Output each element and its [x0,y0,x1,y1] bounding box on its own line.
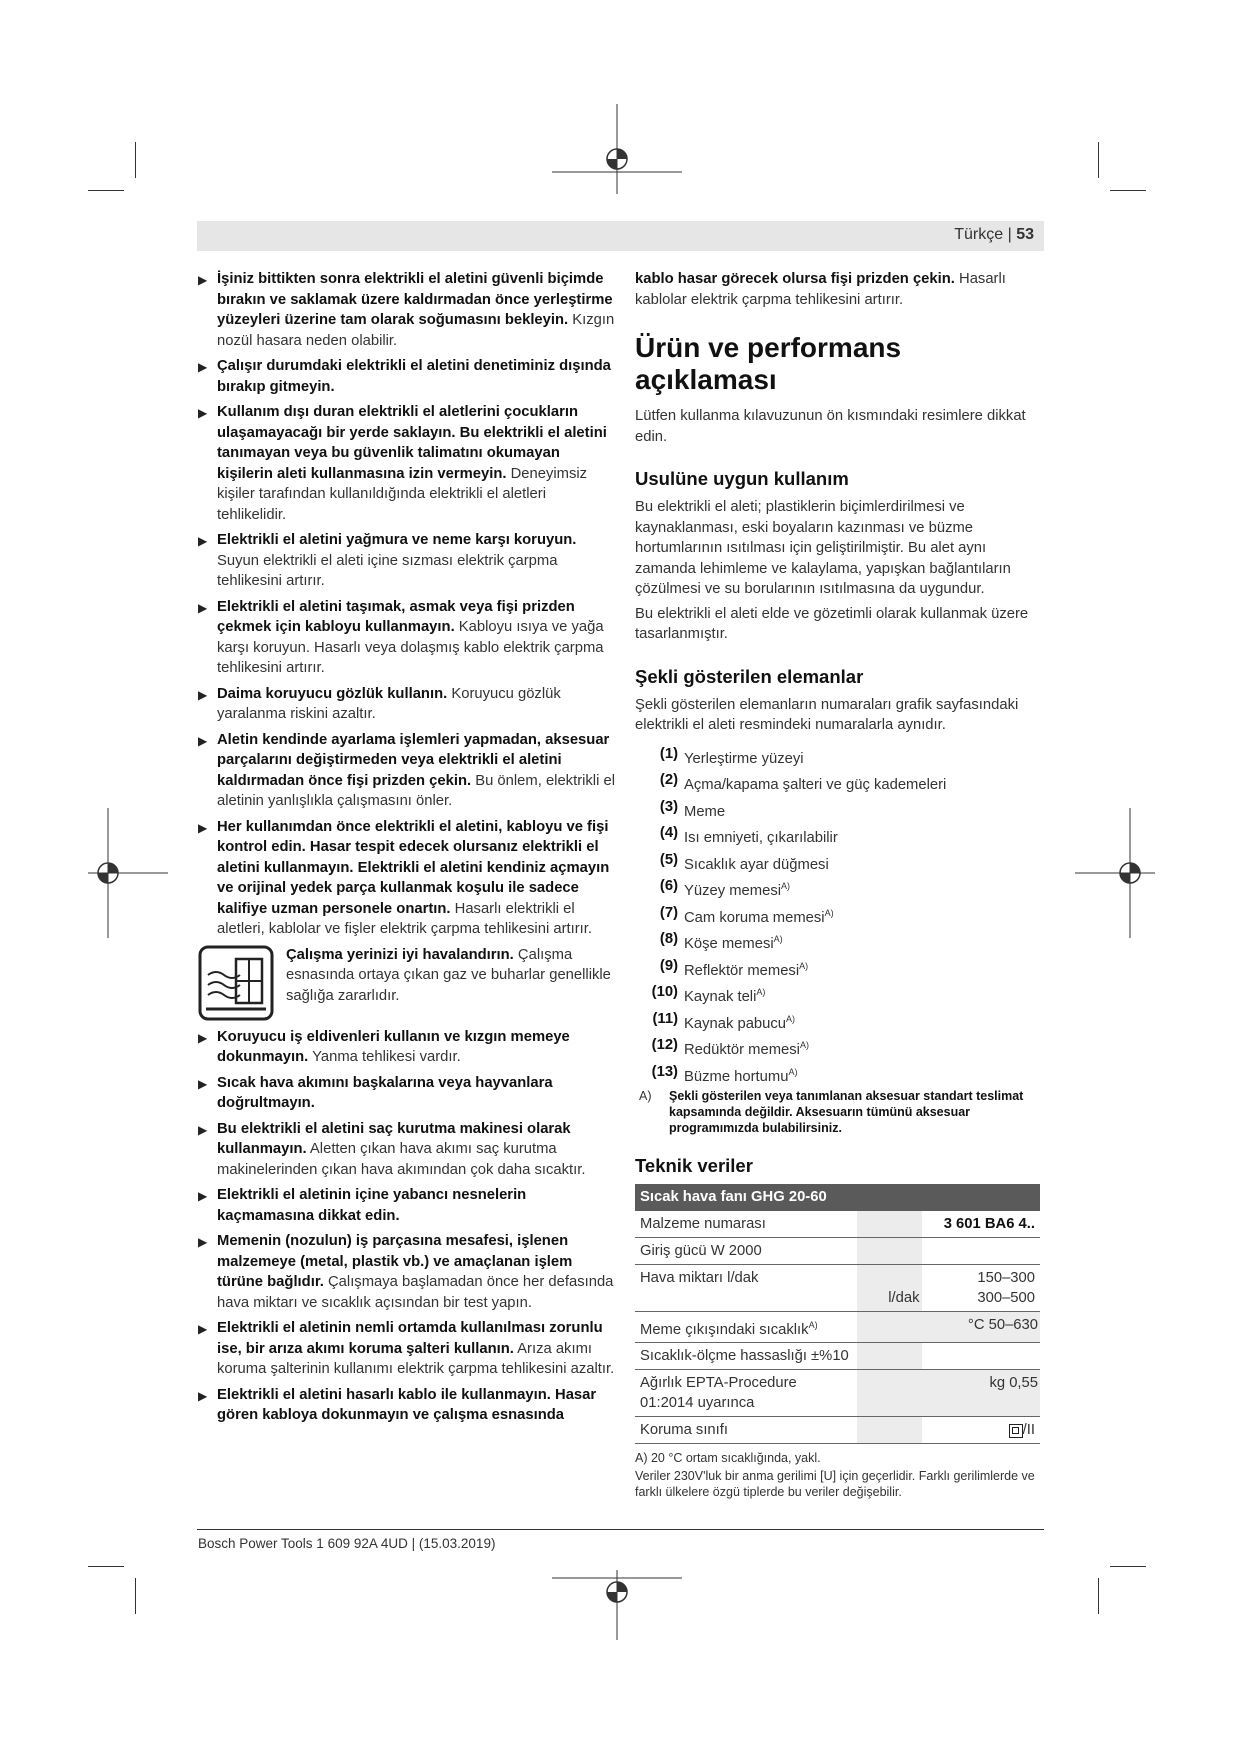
list-item [635,929,1045,950]
component-name: Kaynak teli [684,988,757,1005]
safety-item-text: Çalışmaya başlamadan önce her defasında hava miktarı ve sıcaklık açısından bir test yapın. [217,1274,614,1311]
component-name: Köşe memesi [684,935,774,952]
list-item [635,770,1045,791]
component-name: Reflektör memesi [684,962,800,979]
spec-unit [857,1237,921,1264]
safety-item [198,1073,616,1114]
list-item [635,956,1045,977]
safety-item-bold: İşiniz bittikten sonra elektrikli el aletini güvenli biçimde bırakın ve saklamak üzere kaldırmadan önce yerleştirme yüzeyleri üzerine tam olarak soğumasını bekleyin. [217,271,613,328]
component-name: Isı emniyeti, çıkarılabilir [684,829,838,846]
component-label [684,982,765,1003]
component-number: (4) [659,825,678,841]
safety-item [198,817,616,940]
safety-item [198,356,616,397]
safety-item [198,1119,616,1181]
safety-item-bold: Her kullanımdan önce elektrikli el aletini, kabloyu ve fişi kontrol edin. Hasar tespit edecek olursanız elektrikli el aletini kullanmayın. Elektrikli el aletini kendiniz açmayın ve orijinal yedek parça kullanmak koşulu ile sadece kalifiye uzman personele onartın. [217,818,610,917]
bullet-triangle-icon: ▶ [198,1076,208,1091]
technical-title: Teknik veriler [635,1155,753,1176]
safety-item-bold: Sıcak hava akımını başkalarına veya hayvanlara doğrultmayın. [217,1074,553,1111]
component-number: (9) [659,957,678,974]
ventilation-icon [198,945,274,1021]
spec-label-text: Meme çıkışındaki sıcaklık [640,1321,809,1338]
technical-data-table [635,1184,1040,1444]
page-header [197,221,1044,251]
component-name: Cam koruma memesi [684,909,825,926]
components-list [635,744,1045,1083]
component-number: (2) [659,772,678,788]
list-item [635,982,1045,1003]
component-footnote-ref: A) [756,987,766,997]
safety-item-bold: Memenin (nozulun) iş parçasına mesafesi, işlenen malzemeye (metal, plastik vb.) ve amaçlanan işlem türüne bağlıdır. [217,1233,573,1290]
spec-value [922,1417,1040,1444]
spec-label: Giriş gücü W 2000 [635,1237,857,1264]
spec-label: Koruma sınıfı [635,1417,857,1444]
bullet-triangle-icon: ▶ [198,1388,208,1403]
components-intro: Şekli gösterilen elemanların numaraları grafik sayfasındaki elektrikli el aleti resmindeki numaralarla aynıdır. [635,696,1019,733]
bullet-triangle-icon: ▶ [198,1189,208,1203]
safety-item-bold: Elektrikli el aletinin nemli ortamda kullanılması zorunlu ise, bir arıza akımı koruma şalteri kullanın. [217,1320,603,1357]
bullet-triangle-icon: ▶ [198,1122,208,1137]
component-name: Meme [684,803,726,820]
spec-unit: l/dak [857,1264,921,1311]
registration-mark-left [88,808,168,938]
component-number: (5) [659,851,678,868]
safety-item-text: Yanma tehlikesi vardır. [308,1049,461,1065]
table-row [635,1370,1040,1417]
header-label: Türkçe | 53 [954,226,1034,243]
table-note: A) 20 °C ortam sıcaklığında, yakl. [635,1451,821,1466]
crop-mark [88,1566,124,1567]
component-number: (3) [659,798,678,815]
registration-mark-bottom [552,1570,682,1640]
component-name: Açma/kapama şalteri ve güç kademeleri [684,776,947,793]
page-number: 53 [1016,226,1034,243]
list-item [635,903,1045,924]
safety-item-text: Arıza akımı koruma şalterinin kullanımı elektrik çarpma tehlikesini azaltır. [217,1340,615,1377]
safety-item-bold: Elektrikli el aletini yağmura ve neme karşı koruyun. [217,532,577,548]
safety-item-bold: Koruyucu iş eldivenleri kullanın ve kızgın memeye dokunmayın. [217,1028,570,1065]
safety-item [198,1318,616,1380]
spec-value-text: /II [1022,1422,1035,1439]
component-footnote-ref: A) [788,1066,798,1077]
component-label [684,929,783,950]
safety-item-bold: Elektrikli el aletinin içine yabancı nesnelerin kaçmamasına dikkat edin. [217,1187,527,1224]
ventilation-warning [198,945,616,1021]
component-number: (1) [659,745,678,762]
component-label [684,744,804,765]
component-name: Redüktör memesi [684,1041,800,1058]
safety-item-bold: Kullanım dışı duran elektrikli el aletlerini çocukların ulaşamayacağı bir yerde saklayın. Bu elektrikli el aletini tanımayan veya bu güvenlik talimatını okumayan kişilerin aleti kullanmasına izin vermeyin. [217,404,607,482]
spec-unit [857,1343,921,1370]
safety-item-bold: Elektrikli el aletini hasarlı kablo ile kullanmayın. Hasar gören kabloya dokunmayın ve çalışma esnasında [217,1386,597,1423]
table-row [635,1417,1040,1444]
footnote-text: Şekli gösterilen veya tanımlanan aksesuar standart teslimat kapsamında değildir. Aksesuarın tümünü aksesuar programımızda bulabilirsiniz. [669,1089,1024,1135]
bullet-triangle-icon: ▶ [198,1322,208,1336]
crop-mark [88,190,124,191]
registration-mark-top [552,104,682,194]
safety-item-bold: Aletin kendinde ayarlama işlemleri yapmadan, aksesuar parçalarını değiştirmeden veya elektrikli el aletini kaldırmadan önce fişi prizden çekin. [217,731,610,789]
safety-item [198,730,616,812]
bullet-triangle-icon: ▶ [198,1030,208,1045]
component-name: Yüzey memesi [684,882,782,899]
section-title: Ürün ve performans açıklaması [635,332,902,395]
section-intro: Lütfen kullanma kılavuzunun ön kısmındaki resimlere dikkat edin. [635,408,1026,445]
safety-item [198,597,616,679]
list-item [635,850,1045,871]
list-item [635,744,1045,765]
left-column [198,269,616,1431]
spec-value: 150–300 300–500 [922,1264,1040,1311]
component-label [684,850,829,871]
component-label [684,876,790,897]
safety-item-bold: Bu elektrikli el aletini saç kurutma makinesi olarak kullanmayın. [217,1120,571,1157]
safety-item-text: Aletten çıkan hava akımı saç kurutma makinelerinden çıkan hava akımından çok daha sıcaktır. [217,1141,586,1178]
component-number: (10) [651,984,678,1000]
ventilation-bold: Çalışma yerinizi iyi havalandırın. [286,946,514,963]
component-name: Büzme hortumu [684,1068,789,1085]
table-row [635,1311,1040,1343]
bullet-triangle-icon: ▶ [198,733,208,748]
list-item [635,797,1045,818]
safety-item [198,269,616,351]
components-footnote [635,1088,1045,1136]
component-label [684,1009,795,1030]
safety-item [198,402,616,525]
safety-item-text: Deneyimsiz kişiler tarafından kullanıldığında elektrikli el aletleri tehlikelidir. [217,465,588,523]
crop-mark [135,1578,136,1614]
bullet-triangle-icon: ▶ [198,534,208,548]
spec-unit: °C 50–630 [857,1311,1040,1343]
list-item [635,1009,1045,1030]
component-name: Sıcaklık ayar düğmesi [684,856,829,873]
bullet-triangle-icon: ▶ [198,360,208,374]
components-title: Şekli gösterilen elemanlar [635,665,864,687]
spec-label: Hava miktarı l/dak [635,1264,857,1311]
component-number: (8) [659,931,678,947]
intended-use-title: Usulüne uygun kullanım [635,468,849,489]
safety-item-bold: Elektrikli el aletini taşımak, asmak veya fişi prizden çekmek için kabloyu kullanmayın. [217,598,575,635]
spec-unit [857,1211,921,1238]
list-item [635,823,1045,844]
component-number: (12) [651,1037,678,1053]
component-footnote-ref: A) [799,1040,809,1050]
safety-item [198,530,616,592]
footnote-key: A) [639,1089,652,1103]
crop-mark [1110,1566,1146,1567]
spec-value [922,1343,1040,1370]
protection-class-icon [1009,1424,1023,1438]
component-label [684,1035,809,1056]
spec-footnote-ref: A) [808,1319,818,1330]
component-number: (6) [659,878,678,894]
right-column [635,269,1045,1500]
component-number: (11) [652,1010,678,1027]
continuation-bold: kablo hasar görecek olursa fişi prizden çekin. [635,271,955,287]
list-item [635,876,1045,897]
intended-use-paragraph: Bu elektrikli el aleti elde ve gözetimli olarak kullanmak üzere tasarlanmıştır. [635,605,1029,642]
safety-item [198,1027,616,1068]
component-name: Kaynak pabucu [684,1015,787,1032]
spec-label [635,1311,857,1343]
bullet-triangle-icon: ▶ [198,1235,208,1249]
spec-unit [857,1417,921,1444]
crop-mark [1098,142,1099,178]
bullet-triangle-icon: ▶ [198,820,208,835]
bullet-triangle-icon: ▶ [198,687,208,702]
bullet-triangle-icon: ▶ [198,600,208,615]
table-note: Veriler 230V'luk bir anma gerilimi [U] için geçerlidir. Farklı gerilimlerde ve farklı ülkelere özgü tiplerde bu veriler değişebilir. [635,1469,1035,1500]
table-row [635,1237,1040,1264]
intended-use-paragraph: Bu elektrikli el aleti; plastiklerin biçimlerdirilmesi ve kaynaklanması, eski boyaların kazınması ve büzme hortumlarının ısıtılması için geliştirilmiştir. Bu alet aynı zamanda lehimleme ve kalaylama, yapışkan bağlantıların çözülmesi ve su borularının ısıtılmasına da uygundur. [635,499,1011,597]
safety-item [198,1385,616,1426]
spec-label: Sıcaklık-ölçme hassaslığı ±%10 [635,1343,857,1370]
table-row [635,1211,1040,1238]
component-footnote-ref: A) [781,881,791,891]
safety-item [198,1231,616,1313]
component-number: (13) [651,1063,678,1080]
page-footer: Bosch Power Tools 1 609 92A 4UD | (15.03.2019) [198,1536,496,1551]
spec-unit: kg 0,55 [857,1370,1040,1417]
safety-item-text: Kızgın nozül hasara neden olabilir. [217,312,615,349]
component-label [684,770,946,791]
safety-item-bold: Daima koruyucu gözlük kullanın. [217,685,448,702]
bullet-triangle-icon: ▶ [198,273,208,287]
component-label [684,956,808,977]
component-footnote-ref: A) [773,934,783,944]
ventilation-text [286,945,616,1021]
safety-item-bold: Çalışır durumdaki elektrikli el aletini denetiminiz dışında bırakıp gitmeyin. [217,358,611,395]
continuation-text: Hasarlı kablolar elektrik çarpma tehlikesini artırır. [635,271,1006,308]
component-number: (7) [659,904,678,921]
spec-label: Malzeme numarası [635,1211,857,1238]
safety-item-text: Bu önlem, elektrikli el aletinin yanlışlıkla çalışmasını önler. [217,772,616,809]
crop-mark [135,142,136,178]
crop-mark [1098,1578,1099,1614]
safety-item [198,684,616,725]
component-footnote-ref: A) [824,907,834,918]
component-name: Yerleştirme yüzeyi [684,750,804,767]
registration-mark-right [1075,808,1155,938]
crop-mark [1110,190,1146,191]
table-row [635,1264,1040,1311]
component-label [684,1062,797,1083]
safety-item-text: Koruyucu gözlük yaralanma riskini azaltır. [217,685,561,722]
list-item [635,1035,1045,1056]
list-item [635,1062,1045,1083]
table-header: Sıcak hava fanı GHG 20-60 [635,1184,1040,1211]
component-label [684,823,838,844]
component-footnote-ref: A) [786,1013,796,1024]
footer-divider [197,1529,1044,1530]
component-label [684,903,834,924]
safety-item [198,1185,616,1226]
safety-item-text: Suyun elektrikli el aleti içine sızması elektrik çarpma tehlikesini artırır. [217,552,558,589]
spec-value: 3 601 BA6 4.. [922,1211,1040,1238]
safety-item-text: Hasarlı elektrikli el aletleri, kablolar ve fişler elektrik çarpma tehlikesini artırır. [217,900,592,937]
safety-item-continuation [635,269,1045,310]
bullet-triangle-icon: ▶ [198,406,208,420]
header-language: Türkçe [954,226,1004,243]
table-row [635,1343,1040,1370]
component-footnote-ref: A) [799,960,809,971]
spec-label: Ağırlık EPTA-Procedure 01:2014 uyarınca [635,1370,857,1417]
component-label [684,797,725,818]
spec-value [922,1237,1040,1264]
ventilation-normal: Çalışma esnasında ortaya çıkan gaz ve buharlar genellikle sağlığa zararlıdır. [286,946,611,1004]
safety-item-text: Kabloyu ısıya ve yağa karşı koruyun. Hasarlı veya dolaşmış kablo elektrik çarpma tehlikesini artırır. [217,619,604,676]
